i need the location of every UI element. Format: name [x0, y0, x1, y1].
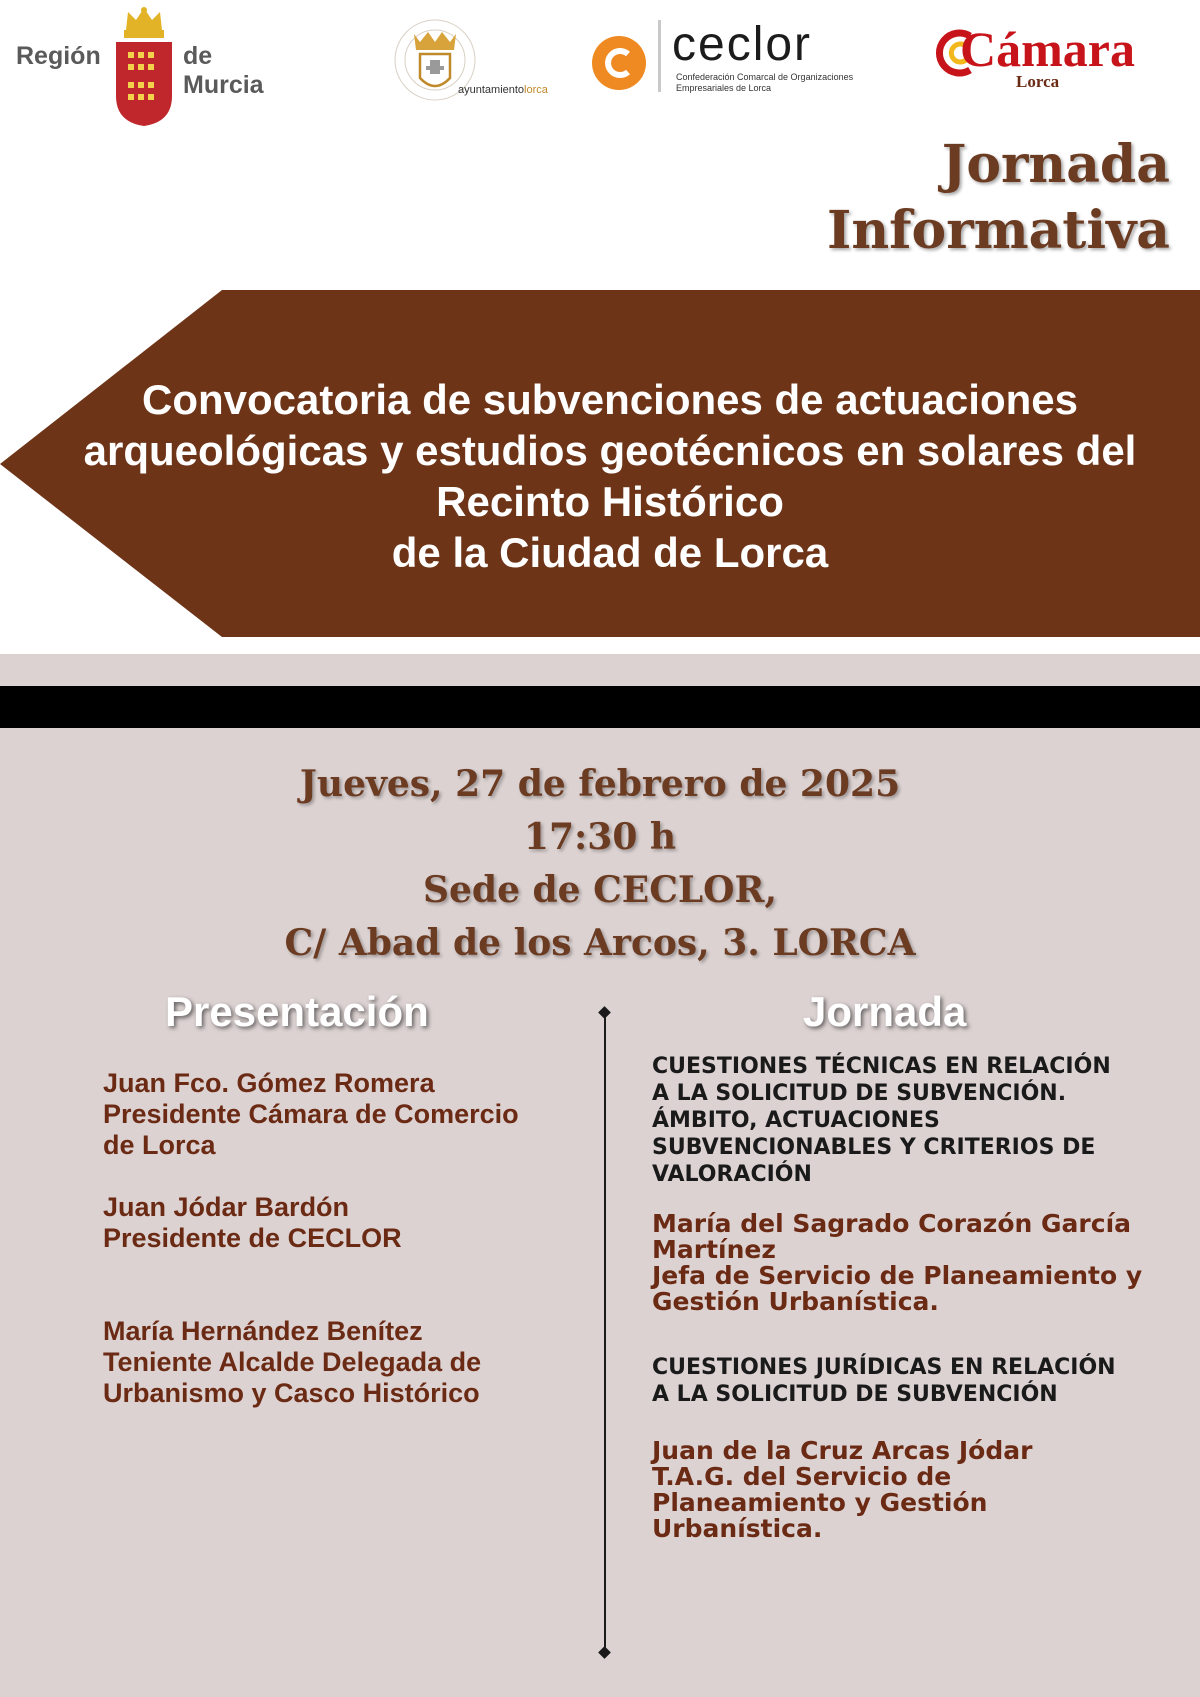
event-address: C/ Abad de los Arcos, 3. LORCA: [284, 922, 916, 964]
ceclor-name: ceclor: [672, 18, 813, 71]
banner-line: de la Ciudad de Lorca: [391, 529, 829, 576]
speaker-tecnicas: [652, 1211, 1192, 1315]
topic-line: A LA SOLICITUD DE SUBVENCIÓN.: [652, 1081, 1067, 1106]
ayuntamiento-prefix: ayuntamiento: [458, 84, 525, 96]
event-time: 17:30 h: [523, 816, 677, 858]
region-murcia-text-right: de Murcia: [183, 42, 264, 99]
camara-name: Cámara: [960, 21, 1135, 77]
event-info: [0, 758, 1200, 970]
talk-line: María del Sagrado Corazón García: [652, 1209, 1132, 1238]
speaker-juridicas: [652, 1438, 1192, 1542]
topic-tecnicas: [652, 1053, 1172, 1188]
region-murcia-text-left: Región: [16, 42, 101, 70]
title-line-2: Informativa: [827, 200, 1170, 261]
ceclor-subtitle: Confederación Comarcal de Organizaciones Empresariales de Lorca: [676, 72, 854, 93]
topic-line: CUESTIONES JURÍDICAS EN RELACIÓN: [652, 1355, 1116, 1380]
ayuntamiento-suffix: lorca: [524, 84, 548, 96]
ceclor-divider: [658, 20, 661, 92]
topic-line: A LA SOLICITUD DE SUBVENCIÓN: [652, 1382, 1058, 1407]
speaker-role: Presidente de CECLOR: [103, 1223, 402, 1253]
speaker-role: Teniente Alcalde Delegada de: [103, 1347, 482, 1377]
talk-line: Urbanística.: [652, 1514, 823, 1543]
speaker-block: [103, 1192, 573, 1254]
talk-line: T.A.G. del Servicio de: [652, 1462, 952, 1491]
ceclor-c-icon: [592, 36, 646, 90]
black-band-divider: [0, 686, 1200, 728]
speaker-role: Urbanismo y Casco Histórico: [103, 1378, 480, 1408]
ayuntamiento-lorca-text: [458, 84, 548, 96]
speaker-name: Juan Fco. Gómez Romera: [103, 1068, 435, 1098]
banner-line: Recinto Histórico: [436, 478, 784, 525]
presentacion-heading: Presentación: [165, 988, 429, 1035]
column-divider: [604, 1012, 606, 1654]
topic-line: VALORACIÓN: [652, 1162, 812, 1187]
speaker-name: Juan Jódar Bardón: [103, 1192, 350, 1222]
camara-city: Lorca: [1016, 72, 1060, 91]
jornada-informativa-title: [827, 132, 1170, 264]
topic-line: CUESTIONES TÉCNICAS EN RELACIÓN: [652, 1054, 1111, 1079]
speaker-name: María Hernández Benítez: [103, 1316, 423, 1346]
murcia-shield-icon: [112, 4, 176, 128]
talk-line: Planeamiento y Gestión: [652, 1488, 988, 1517]
speaker-role: de Lorca: [103, 1130, 216, 1160]
speaker-block: [103, 1316, 573, 1409]
banner-line: Convocatoria de subvenciones de actuaciones: [142, 376, 1078, 423]
talk-line: Martínez: [652, 1235, 776, 1264]
jornada-heading: Jornada: [803, 988, 967, 1035]
title-line-1: Jornada: [941, 134, 1170, 195]
banner-line: arqueológicas y estudios geotécnicos en solares del: [83, 427, 1137, 474]
topic-line: SUBVENCIONABLES Y CRITERIOS DE: [652, 1135, 1096, 1160]
talk-line: Jefa de Servicio de Planeamiento y: [652, 1261, 1143, 1290]
convocatoria-title: [20, 374, 1200, 578]
topic-line: ÁMBITO, ACTUACIONES: [652, 1108, 940, 1133]
talk-line: Juan de la Cruz Arcas Jódar: [652, 1436, 1033, 1465]
event-venue: Sede de CECLOR,: [423, 869, 777, 911]
event-date: Jueves, 27 de febrero de 2025: [299, 763, 901, 805]
speaker-block: [103, 1068, 573, 1161]
topic-juridicas: [652, 1354, 1172, 1408]
speaker-role: Presidente Cámara de Comercio: [103, 1099, 519, 1129]
talk-line: Gestión Urbanística.: [652, 1287, 939, 1316]
